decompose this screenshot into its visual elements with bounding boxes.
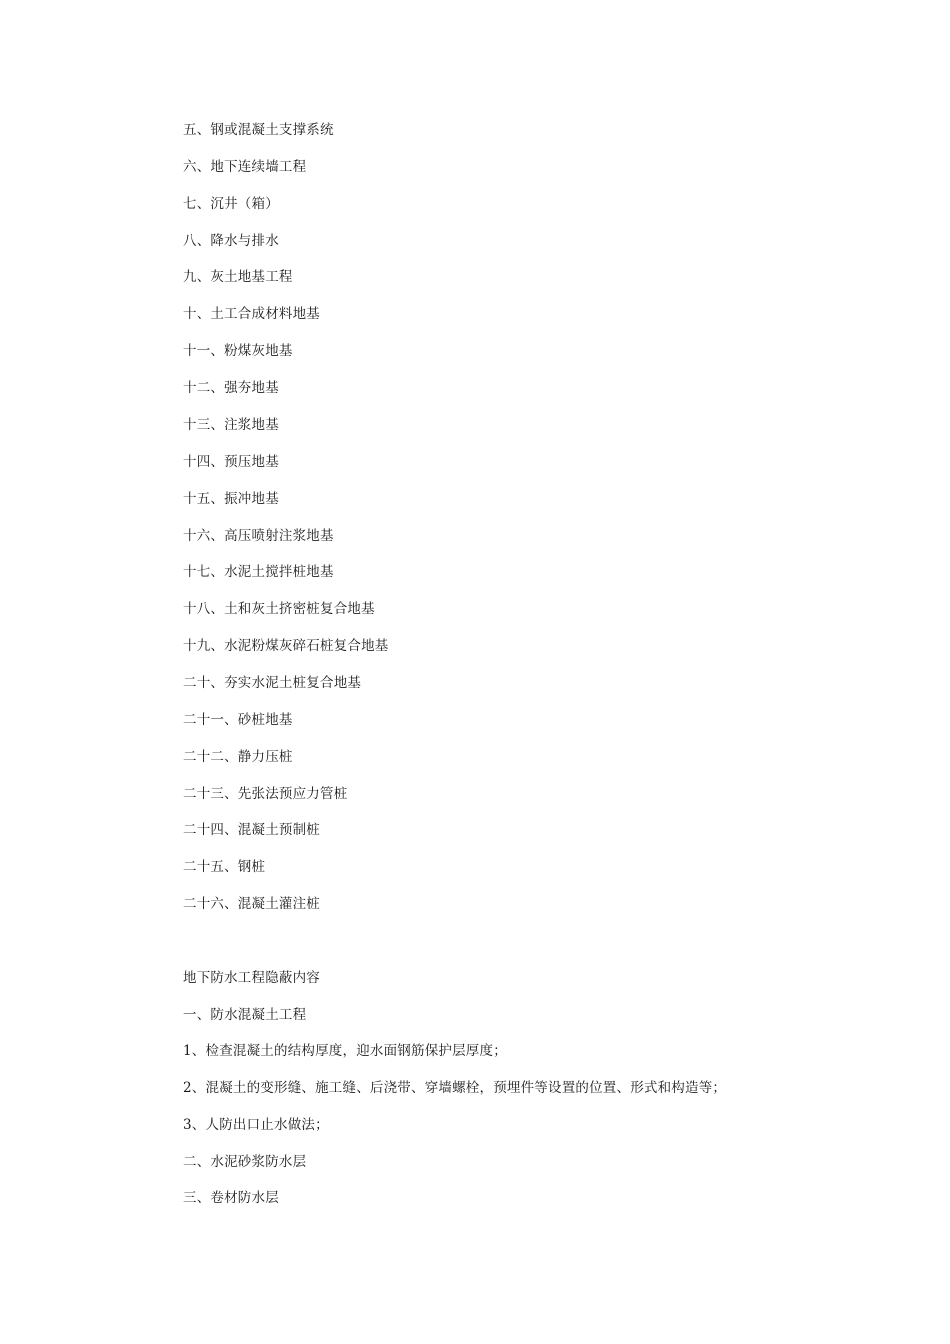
list-item: 五、钢或混凝土支撑系统 [183,122,334,138]
list-item: 十七、水泥土搅拌桩地基 [183,564,334,580]
list-item: 3、人防出口止水做法； [183,1117,329,1133]
list-item: 二十一、砂桩地基 [183,712,293,728]
list-item: 八、降水与排水 [183,233,279,249]
list-item: 十四、预压地基 [183,454,279,470]
list-item: 十二、强夯地基 [183,380,279,396]
list-item: 十八、土和灰土挤密桩复合地基 [183,601,375,617]
list-item: 九、灰土地基工程 [183,269,293,285]
list-item: 十、土工合成材料地基 [183,306,320,322]
list-item: 十九、水泥粉煤灰碎石桩复合地基 [183,638,389,654]
list-item: 二十二、静力压桩 [183,749,293,765]
list-item: 二十、夯实水泥土桩复合地基 [183,675,362,691]
list-item: 二十三、先张法预应力管桩 [183,786,348,802]
list-item: 十五、振冲地基 [183,491,279,507]
list-item: 十六、高压喷射注浆地基 [183,528,334,544]
list-item: 一、防水混凝土工程 [183,1007,307,1023]
list-item: 二、水泥砂浆防水层 [183,1154,307,1170]
list-item: 七、沉井（箱） [183,196,279,212]
list-item: 二十四、混凝土预制桩 [183,822,320,838]
list-item: 十一、粉煤灰地基 [183,343,293,359]
list-item: 六、地下连续墙工程 [183,159,307,175]
section-heading: 地下防水工程隐蔽内容 [183,970,320,986]
list-item: 1、检查混凝土的结构厚度，迎水面钢筋保护层厚度； [183,1043,507,1059]
list-item: 二十六、混凝土灌注桩 [183,896,320,912]
list-item: 十三、注浆地基 [183,417,279,433]
list-item: 三、卷材防水层 [183,1190,279,1206]
list-item: 2、混凝土的变形缝、施工缝、后浇带、穿墙螺栓，预埋件等设置的位置、形式和构造等； [183,1080,727,1096]
list-item: 二十五、钢桩 [183,859,266,875]
